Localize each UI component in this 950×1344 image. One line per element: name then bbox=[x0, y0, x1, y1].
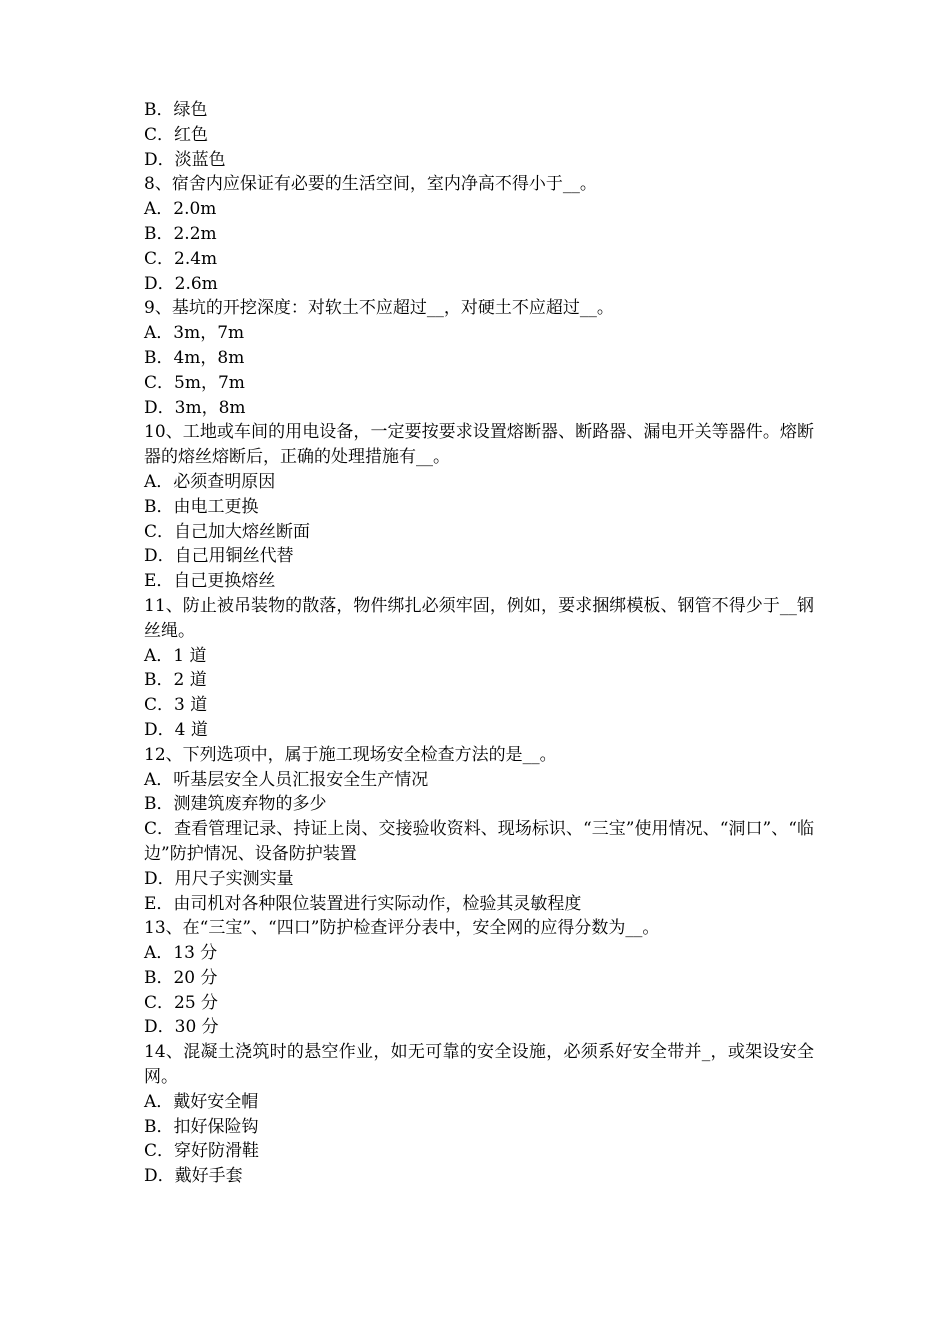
option-item: A．2.0m bbox=[144, 199, 217, 220]
option-item: B．测建筑废弃物的多少 bbox=[144, 794, 327, 815]
option-item: A．1 道 bbox=[144, 645, 207, 666]
option-item: D．自己用铜丝代替 bbox=[144, 546, 294, 567]
option-item: D．2.6m bbox=[144, 273, 218, 294]
option-item: C．查看管理记录、持证上岗、交接验收资料、现场标识、“三宝”使用情况、“洞口”、“临边”防护情况、设备防护装置 bbox=[144, 819, 814, 864]
option-item: A．听基层安全人员汇报安全生产情况 bbox=[144, 769, 429, 790]
question-12 bbox=[144, 743, 814, 917]
option-item: C．穿好防滑鞋 bbox=[144, 1141, 260, 1162]
option-item: B．4m，8m bbox=[144, 347, 245, 368]
question-10 bbox=[144, 420, 814, 594]
question-text: 13、在“三宝”、“四口”防护检查评分表中，安全网的应得分数为__。 bbox=[144, 918, 660, 939]
question-text: 11、防止被吊装物的散落，物件绑扎必须牢固，例如，要求捆绑模板、钢管不得少于__钢丝绳。 bbox=[144, 595, 814, 641]
lead-options bbox=[144, 98, 814, 172]
option-item: A．必须查明原因 bbox=[144, 471, 276, 492]
question-9 bbox=[144, 296, 814, 420]
question-14 bbox=[144, 1040, 814, 1189]
option-item: E．由司机对各种限位装置进行实际动作，检验其灵敏程度 bbox=[144, 893, 582, 914]
option-item: D．淡蓝色 bbox=[144, 149, 226, 170]
option-item: A．3m，7m bbox=[144, 323, 245, 344]
option-item: C．自己加大熔丝断面 bbox=[144, 521, 311, 542]
option-item: B．扣好保险钩 bbox=[144, 1116, 259, 1137]
option-item: B．20 分 bbox=[144, 967, 218, 988]
question-text: 14、混凝土浇筑时的悬空作业，如无可靠的安全设施，必须系好安全带并_，或架设安全网。 bbox=[144, 1042, 814, 1088]
option-item: C．3 道 bbox=[144, 695, 208, 716]
option-item: C．25 分 bbox=[144, 992, 219, 1013]
question-13 bbox=[144, 916, 814, 1040]
option-item: D．戴好手套 bbox=[144, 1166, 243, 1187]
option-item: D．3m，8m bbox=[144, 397, 246, 418]
option-item: A．戴好安全帽 bbox=[144, 1091, 259, 1112]
question-11 bbox=[144, 594, 814, 743]
option-item: B．由电工更换 bbox=[144, 496, 259, 517]
question-8 bbox=[144, 172, 814, 296]
option-item: D．4 道 bbox=[144, 719, 208, 740]
option-item: D．用尺子实测实量 bbox=[144, 868, 294, 889]
question-text: 10、工地或车间的用电设备，一定要按要求设置熔断器、断路器、漏电开关等器件。熔断器的熔丝熔断后，正确的处理措施有__。 bbox=[144, 422, 814, 468]
option-item: B．绿色 bbox=[144, 100, 208, 120]
option-item: E．自己更换熔丝 bbox=[144, 571, 276, 592]
option-item: D．30 分 bbox=[144, 1017, 219, 1038]
question-text: 12、下列选项中，属于施工现场安全检查方法的是__。 bbox=[144, 744, 557, 765]
option-item: B．2.2m bbox=[144, 223, 217, 244]
question-text: 8、宿舍内应保证有必要的生活空间，室内净高不得小于__。 bbox=[144, 174, 597, 195]
question-text: 9、基坑的开挖深度：对软土不应超过__，对硬土不应超过__。 bbox=[144, 298, 614, 319]
option-item: B．2 道 bbox=[144, 670, 207, 691]
document-page bbox=[144, 98, 814, 1189]
option-item: C．2.4m bbox=[144, 248, 218, 269]
option-item: A．13 分 bbox=[144, 943, 218, 964]
option-item: C．红色 bbox=[144, 124, 209, 145]
option-item: C．5m，7m bbox=[144, 372, 245, 393]
